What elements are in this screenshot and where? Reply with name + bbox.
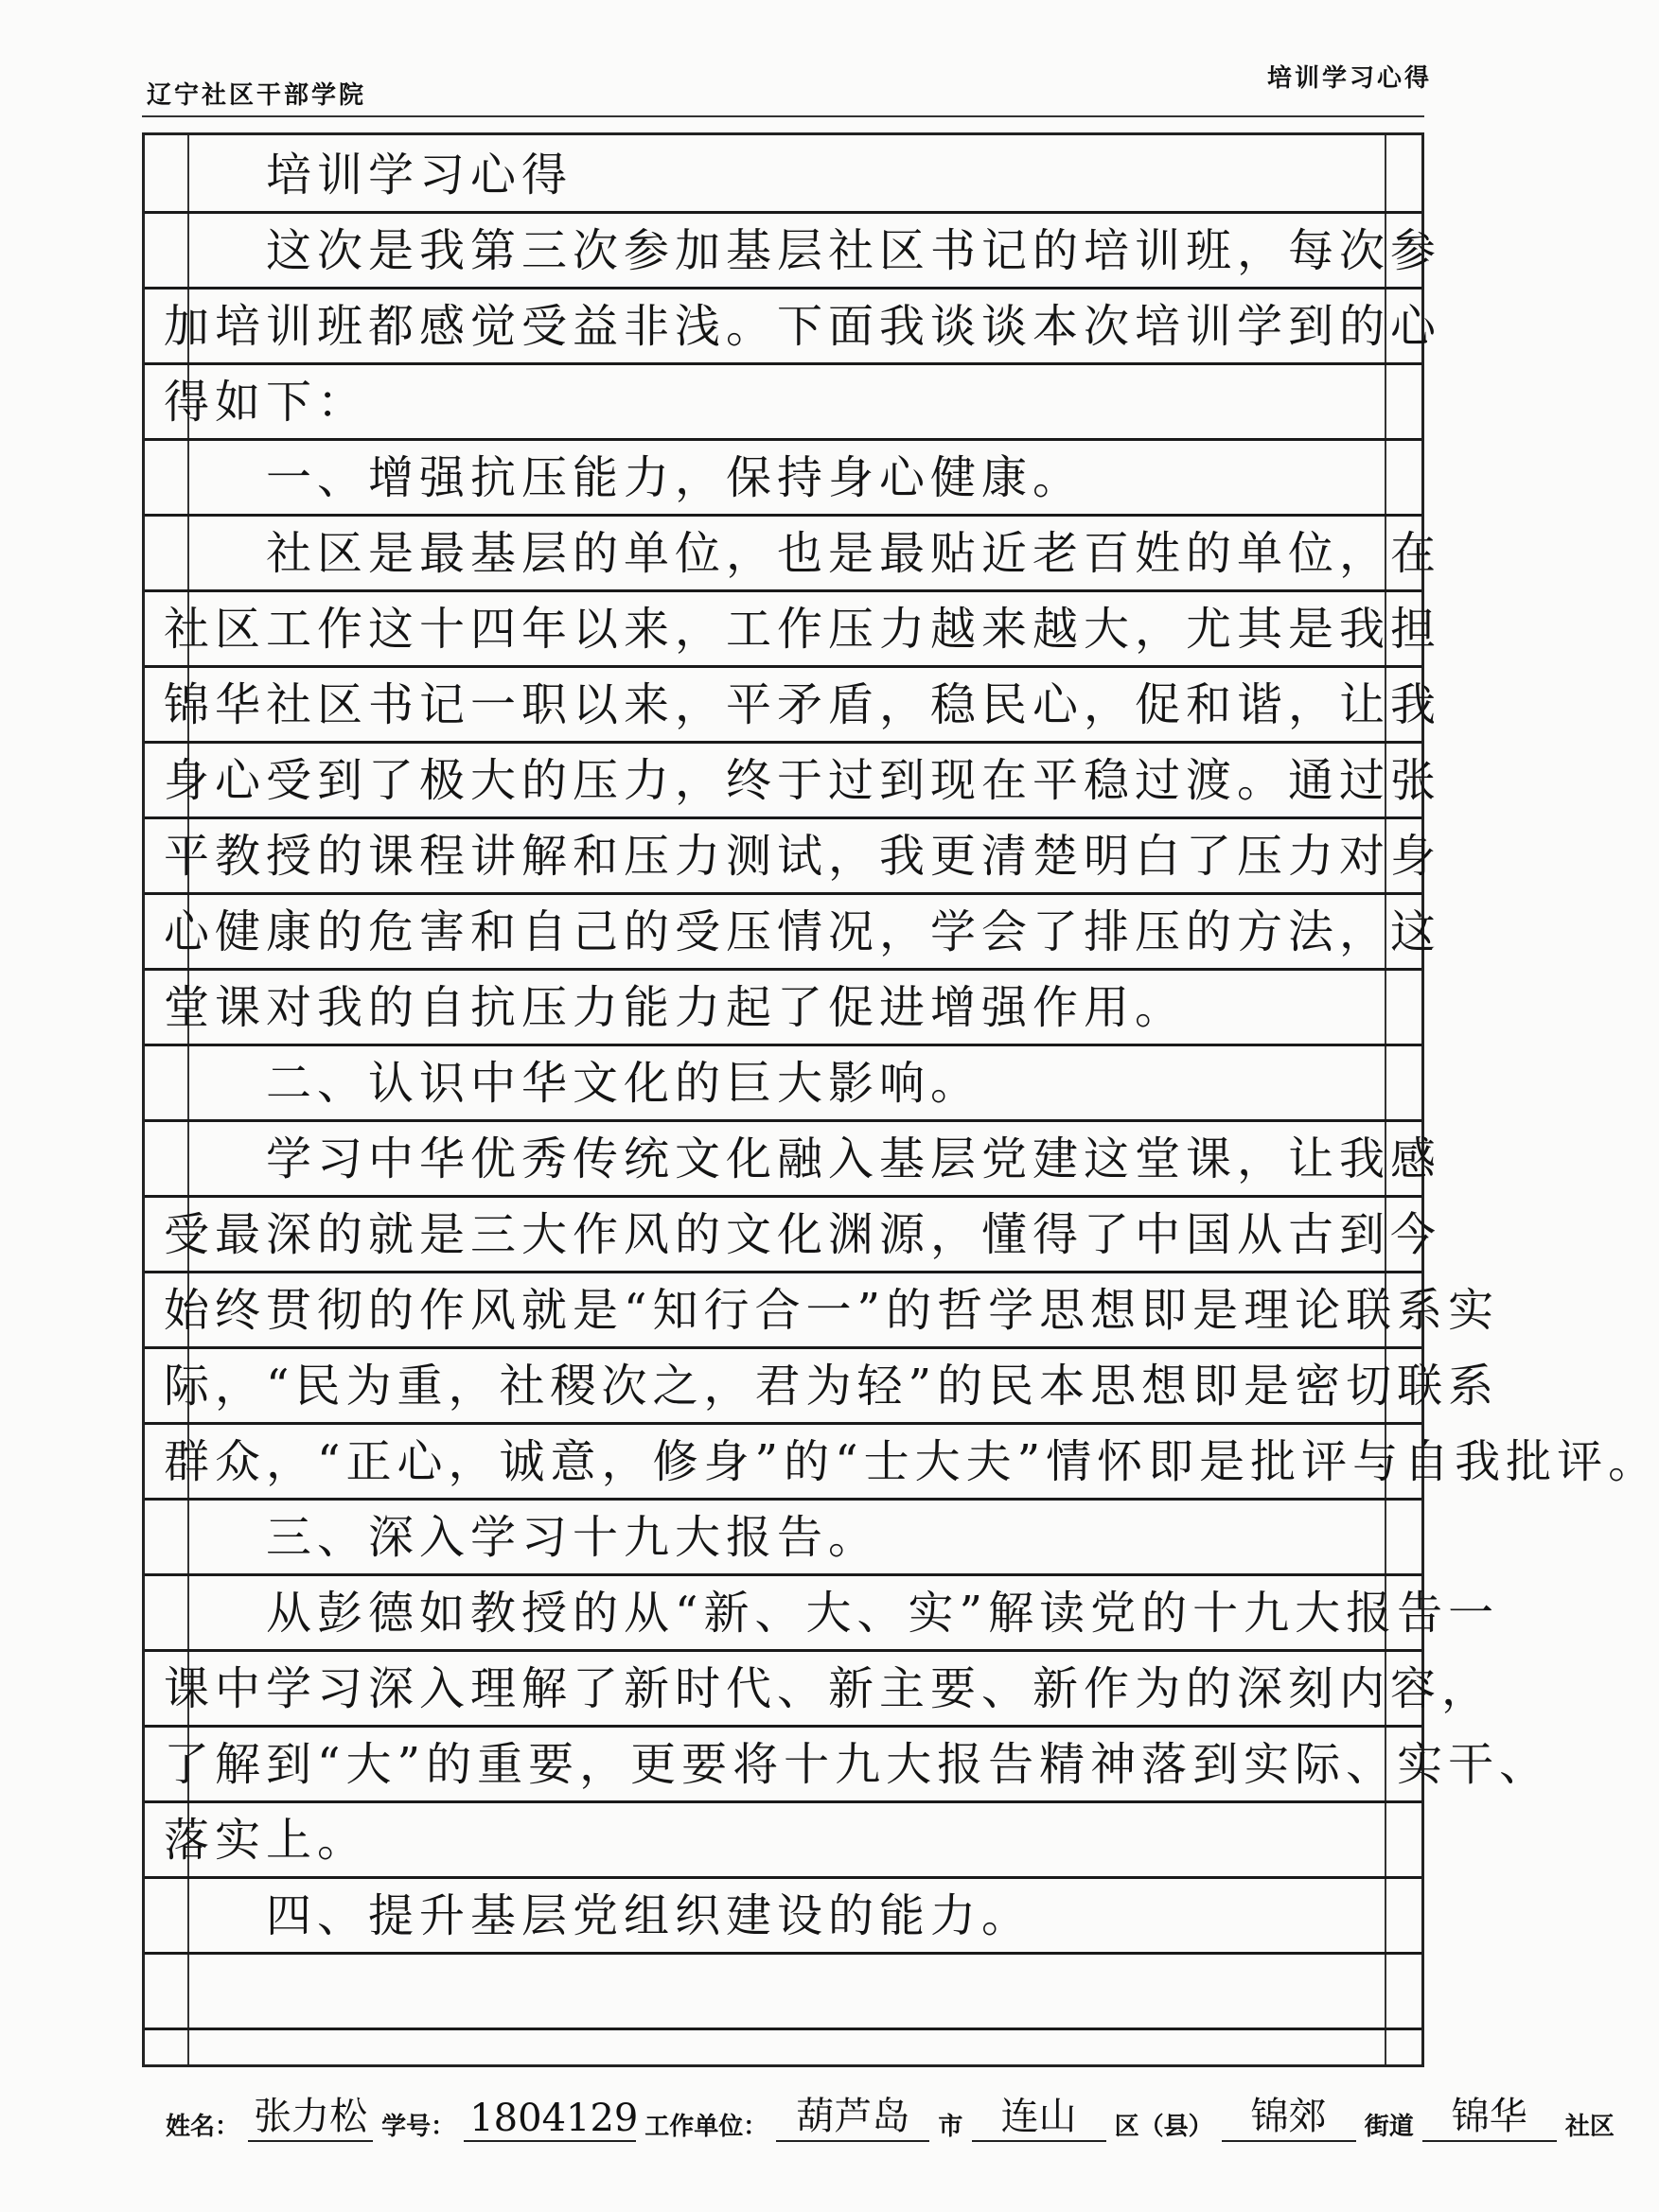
form-title: 培训学习心得 (1266, 64, 1432, 93)
handwritten-line: 社区工作这十四年以来，工作压力越来越大，尤其是我担 (164, 603, 1442, 656)
handwritten-line: 际，“民为重，社稷次之，君为轻”的民本思想即是密切联系 (164, 1360, 1500, 1413)
ruled-writing-sheet (142, 132, 1659, 2067)
student-no-field: 1804129 (464, 2097, 636, 2142)
street-field: 锦郊 (1222, 2086, 1356, 2142)
student-no-label: 学号： (381, 2113, 456, 2141)
handwritten-line: 始终贯彻的作风就是“知行合一”的哲学思想即是理论联系实 (164, 1284, 1500, 1337)
handwritten-line: 了解到“大”的重要，更要将十九大报告精神落到实际、实干、 (164, 1738, 1551, 1791)
handwritten-line: 心健康的危害和自己的受压情况，学会了排压的方法，这 (164, 905, 1442, 958)
handwritten-line: 一、增强抗压能力，保持身心健康。 (164, 451, 1085, 504)
district-field: 连山 (972, 2086, 1106, 2142)
district-label: 区（县） (1114, 2113, 1213, 2141)
handwritten-line: 从彭德如教授的从“新、大、实”解读党的十九大报告一 (164, 1587, 1500, 1640)
city-field: 葫芦岛 (776, 2086, 929, 2142)
handwritten-line: 学习中华优秀传统文化融入基层党建这堂课，让我感 (164, 1132, 1442, 1185)
institution-name: 辽宁社区干部学院 (147, 81, 367, 110)
handwritten-line: 平教授的课程讲解和压力测试，我更清楚明白了压力对身 (164, 830, 1442, 883)
handwritten-line: 受最深的就是三大作风的文化渊源，懂得了中国从古到今 (164, 1208, 1442, 1261)
handwritten-line: 锦华社区书记一职以来，平矛盾，稳民心，促和谐，让我 (164, 678, 1442, 731)
handwritten-line: 二、认识中华文化的巨大影响。 (164, 1057, 982, 1110)
handwritten-line: 落实上。 (164, 1814, 369, 1867)
header-rule (142, 115, 1424, 117)
handwritten-line: 社区是最基层的单位，也是最贴近老百姓的单位，在 (164, 527, 1442, 580)
ruled-line (145, 2028, 1421, 2030)
footer-info (166, 2086, 1615, 2141)
city-label: 市 (938, 2113, 963, 2141)
community-field: 锦华 (1422, 2086, 1557, 2142)
street-label: 街道 (1364, 2113, 1414, 2141)
handwritten-line: 这次是我第三次参加基层社区书记的培训班，每次参 (164, 224, 1442, 277)
name-label: 姓名： (166, 2113, 240, 2141)
handwritten-line: 三、深入学习十九大报告。 (164, 1511, 880, 1564)
community-label: 社区 (1564, 2113, 1615, 2141)
handwritten-line: 身心受到了极大的压力，终于过到现在平稳过渡。通过张 (164, 754, 1442, 807)
handwritten-line: 培训学习心得 (164, 149, 574, 202)
name-field: 张力松 (248, 2086, 373, 2142)
handwritten-line: 堂课对我的自抗压力能力起了促进增强作用。 (164, 981, 1187, 1034)
handwritten-line: 课中学习深入理解了新时代、新主要、新作为的深刻内容， (164, 1662, 1493, 1715)
handwritten-line: 群众，“正心，诚意，修身”的“士大夫”情怀即是批评与自我批评。 (164, 1435, 1659, 1488)
handwritten-line: 加培训班都感觉受益非浅。下面我谈谈本次培训学到的心 (164, 300, 1442, 353)
handwritten-line: 得如下： (164, 376, 369, 429)
work-unit-label: 工作单位： (644, 2113, 768, 2141)
handwritten-line: 四、提升基层党组织建设的能力。 (164, 1889, 1033, 1942)
